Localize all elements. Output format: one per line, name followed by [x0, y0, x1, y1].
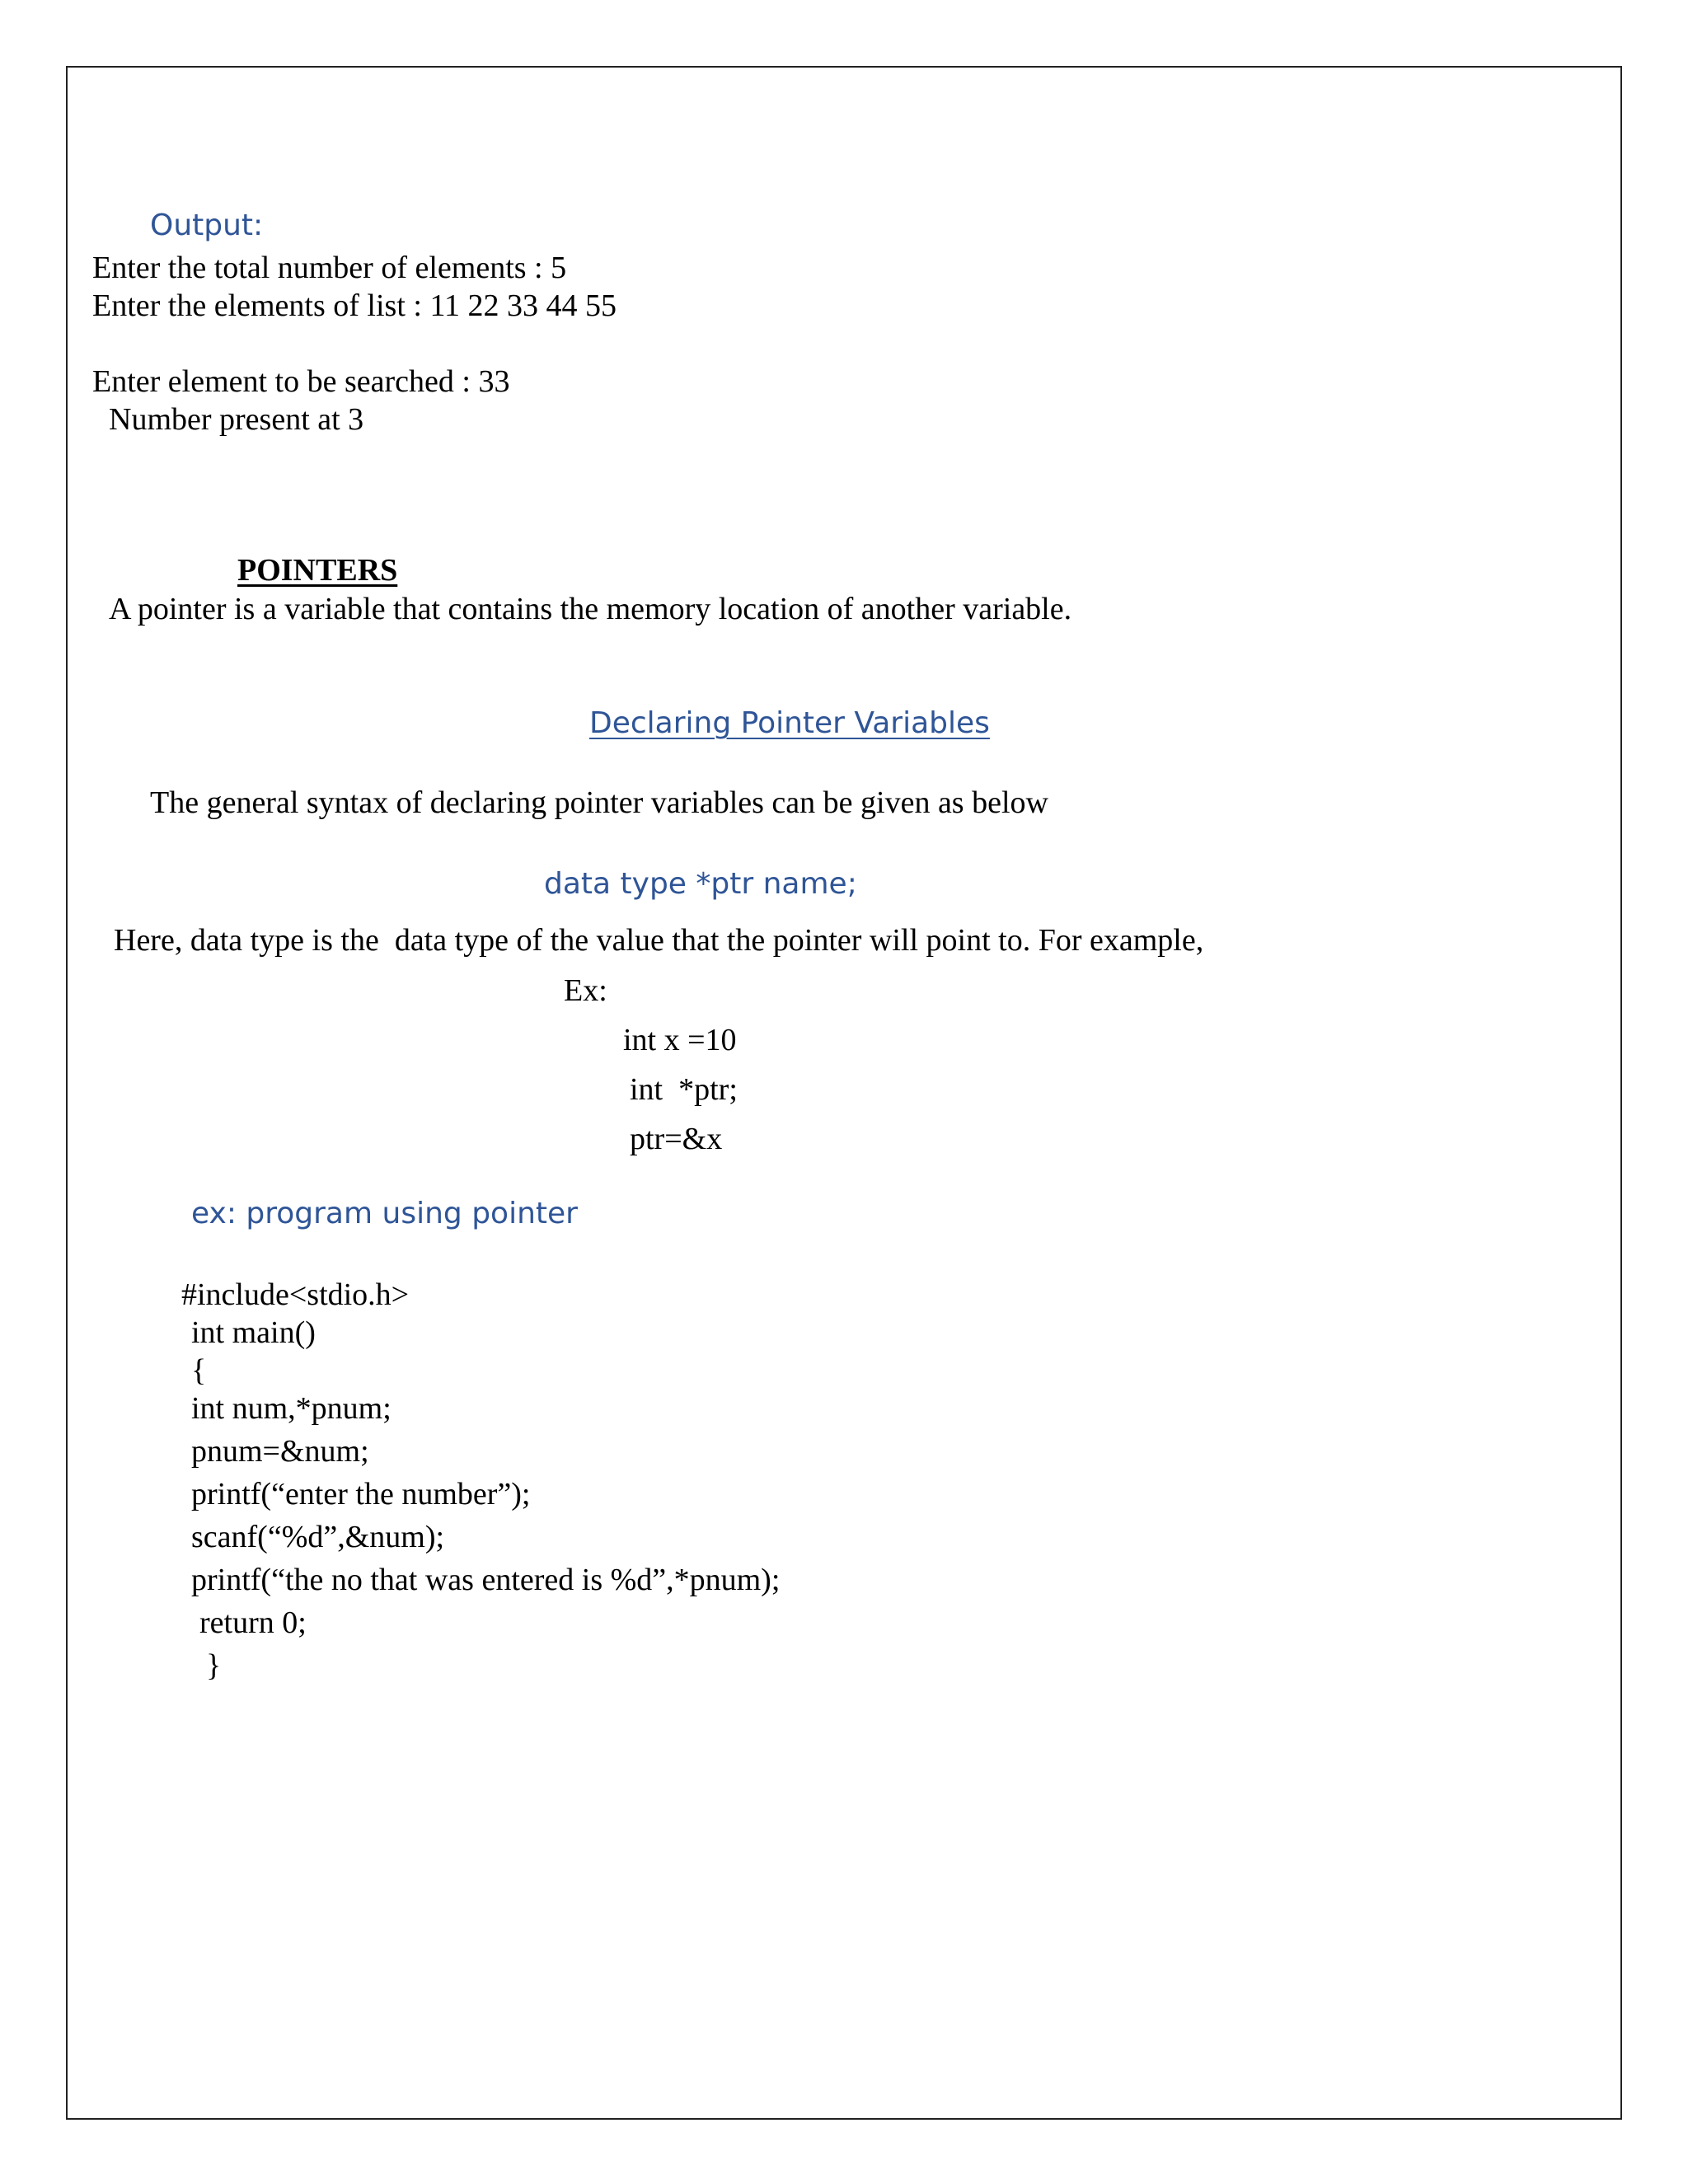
- program-heading: ex: program using pointer: [191, 1197, 578, 1230]
- code-line: #include<stdio.h>: [181, 1277, 410, 1312]
- output-line-search: Enter element to be searched : 33: [92, 364, 510, 399]
- pointers-definition: A pointer is a variable that contains the memory location of another variable.: [109, 592, 1072, 626]
- output-line-elements: Enter the elements of list : 11 22 33 44 55: [92, 288, 617, 323]
- code-line: pnum=&num;: [191, 1434, 369, 1469]
- pointers-heading: POINTERS: [237, 553, 398, 588]
- declaring-explanation: Here, data type is the data type of the value that the pointer will point to. For example,: [114, 923, 1204, 958]
- declaring-intro: The general syntax of declaring pointer variables can be given as below: [150, 785, 1048, 820]
- example-label: Ex:: [564, 973, 607, 1008]
- output-heading: Output:: [150, 209, 264, 242]
- code-line: int num,*pnum;: [191, 1391, 392, 1426]
- code-line: printf(“the no that was entered is %d”,*pnum);: [191, 1563, 781, 1597]
- example-line: int x =10: [623, 1023, 737, 1057]
- code-line: }: [206, 1648, 222, 1683]
- declaring-syntax: data type *ptr name;: [544, 867, 857, 901]
- output-line-total: Enter the total number of elements : 5: [92, 251, 567, 285]
- code-line: int main(): [191, 1315, 316, 1350]
- output-line-result: Number present at 3: [109, 402, 364, 437]
- code-line: scanf(“%d”,&num);: [191, 1520, 445, 1554]
- example-line: ptr=&x: [630, 1122, 723, 1156]
- declaring-heading: Declaring Pointer Variables: [589, 706, 990, 740]
- code-line: printf(“enter the number”);: [191, 1477, 531, 1511]
- code-line: return 0;: [199, 1605, 307, 1640]
- code-line: {: [191, 1353, 207, 1388]
- example-line: int *ptr;: [630, 1072, 738, 1107]
